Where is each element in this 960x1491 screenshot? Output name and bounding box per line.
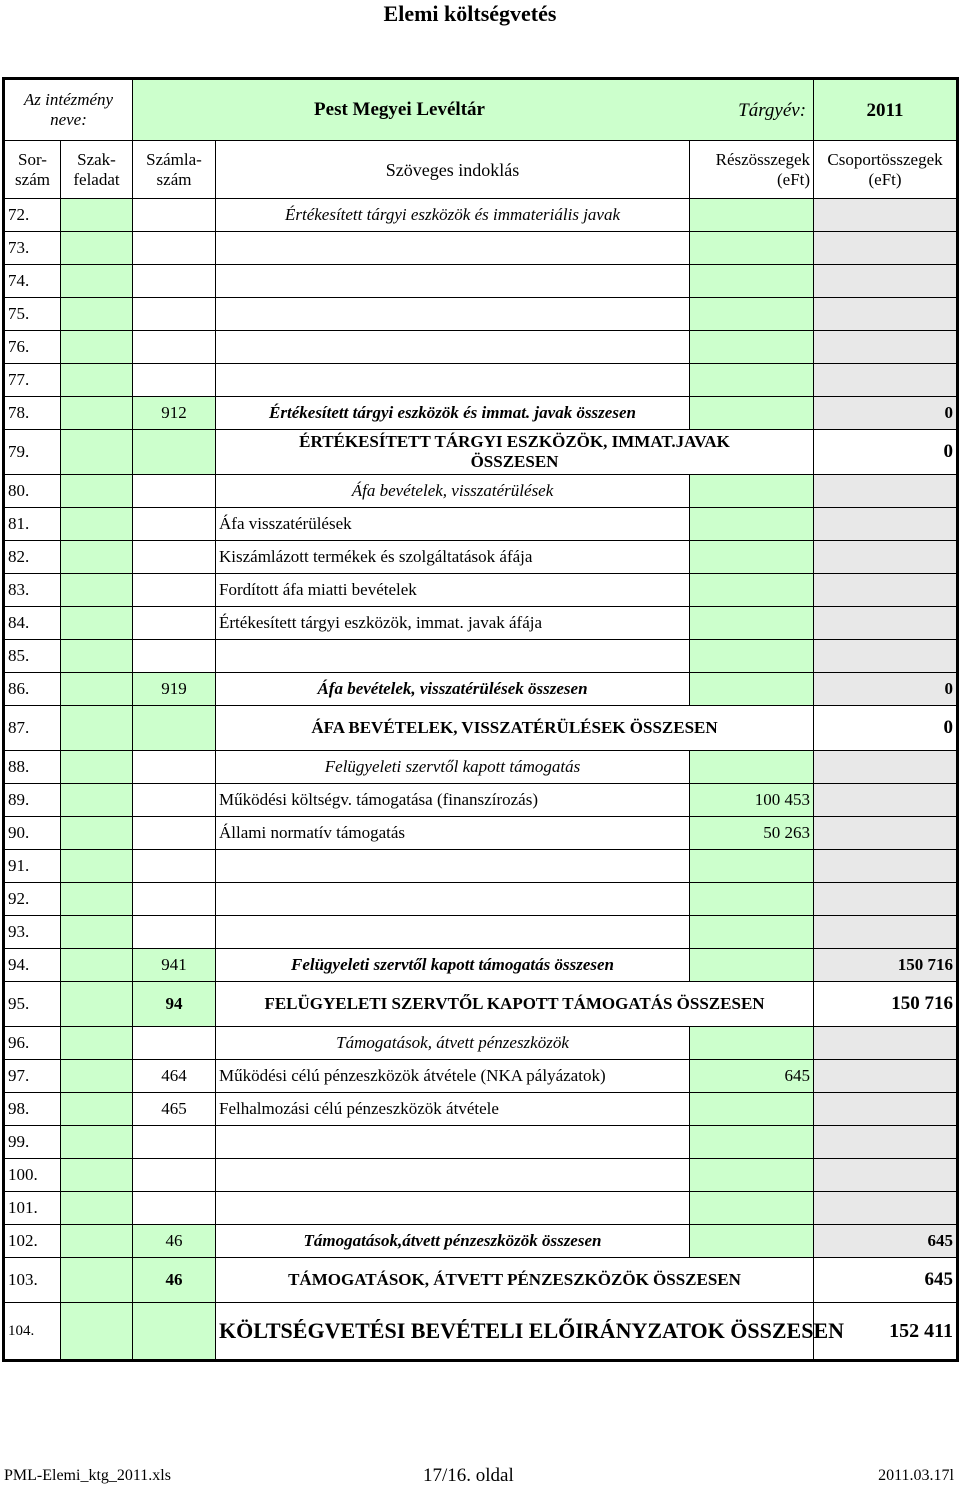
group-sum: 0 xyxy=(814,397,958,430)
row-text xyxy=(216,916,690,949)
group-sum xyxy=(814,364,958,397)
col-header-csoportosszegek: Csoportösszegek (eFt) xyxy=(814,141,958,199)
row-text xyxy=(216,1192,690,1225)
szakfeladat-cell xyxy=(61,199,133,232)
table-row xyxy=(4,1303,958,1361)
account-number: 919 xyxy=(133,673,216,706)
table-row xyxy=(4,232,958,265)
account-number: 46 xyxy=(133,1225,216,1258)
row-number: 102. xyxy=(4,1225,61,1258)
table-row xyxy=(4,1225,958,1258)
szakfeladat-cell xyxy=(61,706,133,751)
account-number xyxy=(133,265,216,298)
szakfeladat-cell xyxy=(61,607,133,640)
account-number xyxy=(133,430,216,475)
row-text: Támogatások,átvett pénzeszközök összesen xyxy=(216,1225,690,1258)
partial-sum xyxy=(690,949,814,982)
row-number: 73. xyxy=(4,232,61,265)
table-row xyxy=(4,883,958,916)
partial-sum xyxy=(690,1225,814,1258)
row-number: 72. xyxy=(4,199,61,232)
row-text: Működési célú pénzeszközök átvétele (NKA pályázatok) xyxy=(216,1060,690,1093)
row-text xyxy=(216,883,690,916)
row-number: 85. xyxy=(4,640,61,673)
row-text: Áfa bevételek, visszatérülések összesen xyxy=(216,673,690,706)
row-text xyxy=(216,640,690,673)
group-sum xyxy=(814,541,958,574)
col-header-indoklas: Szöveges indoklás xyxy=(216,141,690,199)
table-row xyxy=(4,265,958,298)
row-number: 104. xyxy=(4,1303,61,1361)
row-text: FELÜGYELETI SZERVTŐL KAPOTT TÁMOGATÁS ÖSSZESEN xyxy=(216,982,814,1027)
year-cell xyxy=(738,79,958,141)
account-number xyxy=(133,298,216,331)
partial-sum xyxy=(690,232,814,265)
szakfeladat-cell xyxy=(61,982,133,1027)
row-text: Felhalmozási célú pénzeszközök átvétele xyxy=(216,1093,690,1126)
row-number: 79. xyxy=(4,430,61,475)
account-number xyxy=(133,541,216,574)
footer-date: 2011.03.17l xyxy=(878,1467,954,1484)
group-sum xyxy=(814,1060,958,1093)
group-sum: 645 xyxy=(814,1225,958,1258)
partial-sum xyxy=(690,673,814,706)
row-text: KÖLTSÉGVETÉSI BEVÉTELI ELŐIRÁNYZATOK ÖSSZESEN xyxy=(216,1303,814,1361)
group-total: 0 xyxy=(814,706,958,751)
row-text xyxy=(216,850,690,883)
table-row xyxy=(4,541,958,574)
row-number: 80. xyxy=(4,475,61,508)
row-number: 97. xyxy=(4,1060,61,1093)
partial-sum xyxy=(690,916,814,949)
account-number xyxy=(133,916,216,949)
document-title: Elemi költségvetés xyxy=(383,1,557,26)
institution-name: Pest Megyei Levéltár xyxy=(133,79,814,141)
szakfeladat-cell xyxy=(61,1303,133,1361)
account-number: 941 xyxy=(133,949,216,982)
partial-sum xyxy=(690,331,814,364)
budget-table-body xyxy=(4,79,958,1361)
col-header-szakfeladat: Szak-feladat xyxy=(61,141,133,199)
partial-sum xyxy=(690,397,814,430)
footer-page-number: 17/16. oldal xyxy=(423,1465,514,1486)
table-row xyxy=(4,673,958,706)
table-row xyxy=(4,1027,958,1060)
partial-sum xyxy=(690,364,814,397)
row-text: Felügyeleti szervtől kapott támogatás xyxy=(216,751,690,784)
row-text: Támogatások, átvett pénzeszközök xyxy=(216,1027,690,1060)
partial-sum xyxy=(690,1159,814,1192)
row-text xyxy=(216,232,690,265)
row-text xyxy=(216,364,690,397)
table-row xyxy=(4,1126,958,1159)
row-number: 86. xyxy=(4,673,61,706)
table-row xyxy=(4,982,958,1027)
account-number xyxy=(133,1027,216,1060)
account-number xyxy=(133,199,216,232)
institution-row xyxy=(4,79,958,141)
group-sum xyxy=(814,751,958,784)
group-sum xyxy=(814,784,958,817)
table-row xyxy=(4,949,958,982)
table-row xyxy=(4,331,958,364)
row-text: Fordított áfa miatti bevételek xyxy=(216,574,690,607)
table-row xyxy=(4,916,958,949)
table-row xyxy=(4,1258,958,1303)
table-row xyxy=(4,784,958,817)
row-number: 74. xyxy=(4,265,61,298)
table-row xyxy=(4,475,958,508)
partial-sum xyxy=(690,1192,814,1225)
szakfeladat-cell xyxy=(61,817,133,850)
table-row xyxy=(4,1093,958,1126)
year-label: Tárgyév: xyxy=(738,100,807,121)
row-text xyxy=(216,1126,690,1159)
table-row xyxy=(4,640,958,673)
partial-sum: 645 xyxy=(690,1060,814,1093)
account-number: 46 xyxy=(133,1258,216,1303)
institution-label: Az intézmény neve: xyxy=(4,79,133,141)
row-number: 100. xyxy=(4,1159,61,1192)
partial-sum: 50 263 xyxy=(690,817,814,850)
szakfeladat-cell xyxy=(61,1225,133,1258)
row-number: 94. xyxy=(4,949,61,982)
partial-sum xyxy=(690,751,814,784)
table-row xyxy=(4,607,958,640)
account-number xyxy=(133,1192,216,1225)
account-number: 94 xyxy=(133,982,216,1027)
table-row xyxy=(4,397,958,430)
szakfeladat-cell xyxy=(61,1126,133,1159)
row-number: 91. xyxy=(4,850,61,883)
row-number: 93. xyxy=(4,916,61,949)
partial-sum xyxy=(690,541,814,574)
table-row xyxy=(4,1159,958,1192)
group-sum xyxy=(814,508,958,541)
row-number: 81. xyxy=(4,508,61,541)
group-sum xyxy=(814,916,958,949)
row-number: 77. xyxy=(4,364,61,397)
row-text: Felügyeleti szervtől kapott támogatás összesen xyxy=(216,949,690,982)
szakfeladat-cell xyxy=(61,1159,133,1192)
row-number: 90. xyxy=(4,817,61,850)
row-text: Értékesített tárgyi eszközök és immat. javak összesen xyxy=(216,397,690,430)
budget-table xyxy=(2,77,959,1362)
partial-sum: 100 453 xyxy=(690,784,814,817)
row-text: ÉRTÉKESÍTETT TÁRGYI ESZKÖZÖK, IMMAT.JAVAK ÖSSZESEN xyxy=(216,430,814,475)
szakfeladat-cell xyxy=(61,508,133,541)
partial-sum xyxy=(690,508,814,541)
footer-filename: PML-Elemi_ktg_2011.xls xyxy=(4,1467,171,1484)
group-sum xyxy=(814,607,958,640)
table-row xyxy=(4,298,958,331)
szakfeladat-cell xyxy=(61,784,133,817)
row-text xyxy=(216,331,690,364)
group-total: 152 411 xyxy=(814,1303,958,1361)
row-text: Értékesített tárgyi eszközök, immat. javak áfája xyxy=(216,607,690,640)
row-number: 101. xyxy=(4,1192,61,1225)
row-text xyxy=(216,1159,690,1192)
group-sum xyxy=(814,817,958,850)
account-number: 912 xyxy=(133,397,216,430)
row-text: Értékesített tárgyi eszközök és immateriális javak xyxy=(216,199,690,232)
account-number xyxy=(133,1126,216,1159)
row-number: 96. xyxy=(4,1027,61,1060)
szakfeladat-cell xyxy=(61,640,133,673)
partial-sum xyxy=(690,640,814,673)
group-sum: 0 xyxy=(814,673,958,706)
szakfeladat-cell xyxy=(61,1027,133,1060)
szakfeladat-cell xyxy=(61,298,133,331)
row-text: Áfa bevételek, visszatérülések xyxy=(216,475,690,508)
row-text: ÁFA BEVÉTELEK, VISSZATÉRÜLÉSEK ÖSSZESEN xyxy=(216,706,814,751)
group-sum xyxy=(814,1192,958,1225)
row-number: 98. xyxy=(4,1093,61,1126)
group-sum xyxy=(814,883,958,916)
row-number: 103. xyxy=(4,1258,61,1303)
row-number: 82. xyxy=(4,541,61,574)
account-number xyxy=(133,574,216,607)
szakfeladat-cell xyxy=(61,916,133,949)
group-sum xyxy=(814,298,958,331)
row-text xyxy=(216,265,690,298)
group-total: 150 716 xyxy=(814,982,958,1027)
group-sum xyxy=(814,265,958,298)
table-row xyxy=(4,817,958,850)
table-row xyxy=(4,430,958,475)
row-number: 78. xyxy=(4,397,61,430)
row-number: 95. xyxy=(4,982,61,1027)
szakfeladat-cell xyxy=(61,364,133,397)
group-sum: 150 716 xyxy=(814,949,958,982)
account-number: 465 xyxy=(133,1093,216,1126)
table-row xyxy=(4,751,958,784)
szakfeladat-cell xyxy=(61,883,133,916)
row-number: 84. xyxy=(4,607,61,640)
year-value: 2011 xyxy=(866,100,904,121)
row-text xyxy=(216,298,690,331)
szakfeladat-cell xyxy=(61,1093,133,1126)
column-header-row xyxy=(4,141,958,199)
partial-sum xyxy=(690,265,814,298)
group-sum xyxy=(814,199,958,232)
group-sum xyxy=(814,1027,958,1060)
table-row xyxy=(4,1192,958,1225)
row-number: 87. xyxy=(4,706,61,751)
account-number xyxy=(133,1159,216,1192)
partial-sum xyxy=(690,574,814,607)
row-text: Működési költségv. támogatása (finanszírozás) xyxy=(216,784,690,817)
group-sum xyxy=(814,640,958,673)
col-header-szamlaszam: Számla-szám xyxy=(133,141,216,199)
account-number xyxy=(133,751,216,784)
group-total: 0 xyxy=(814,430,958,475)
partial-sum xyxy=(690,607,814,640)
table-row xyxy=(4,1060,958,1093)
table-row xyxy=(4,199,958,232)
partial-sum xyxy=(690,199,814,232)
szakfeladat-cell xyxy=(61,751,133,784)
account-number xyxy=(133,607,216,640)
group-sum xyxy=(814,1159,958,1192)
group-sum xyxy=(814,850,958,883)
account-number: 464 xyxy=(133,1060,216,1093)
account-number xyxy=(133,232,216,265)
szakfeladat-cell xyxy=(61,397,133,430)
szakfeladat-cell xyxy=(61,574,133,607)
szakfeladat-cell xyxy=(61,232,133,265)
row-number: 88. xyxy=(4,751,61,784)
account-number xyxy=(133,640,216,673)
table-row xyxy=(4,508,958,541)
row-number: 92. xyxy=(4,883,61,916)
account-number xyxy=(133,784,216,817)
szakfeladat-cell xyxy=(61,475,133,508)
account-number xyxy=(133,706,216,751)
table-row xyxy=(4,706,958,751)
group-sum xyxy=(814,574,958,607)
szakfeladat-cell xyxy=(61,265,133,298)
row-text: TÁMOGATÁSOK, ÁTVETT PÉNZESZKÖZÖK ÖSSZESEN xyxy=(216,1258,814,1303)
col-header-reszosszegek: Részösszegek (eFt) xyxy=(690,141,814,199)
szakfeladat-cell xyxy=(61,850,133,883)
row-number: 75. xyxy=(4,298,61,331)
col-header-sorszam: Sor-szám xyxy=(4,141,61,199)
table-row xyxy=(4,850,958,883)
table-row xyxy=(4,364,958,397)
szakfeladat-cell xyxy=(61,331,133,364)
account-number xyxy=(133,1303,216,1361)
row-number: 83. xyxy=(4,574,61,607)
row-number: 99. xyxy=(4,1126,61,1159)
account-number xyxy=(133,475,216,508)
szakfeladat-cell xyxy=(61,1258,133,1303)
row-text: Állami normatív támogatás xyxy=(216,817,690,850)
szakfeladat-cell xyxy=(61,1060,133,1093)
row-text: Áfa visszatérülések xyxy=(216,508,690,541)
account-number xyxy=(133,883,216,916)
account-number xyxy=(133,817,216,850)
group-total: 645 xyxy=(814,1258,958,1303)
row-number: 76. xyxy=(4,331,61,364)
partial-sum xyxy=(690,298,814,331)
account-number xyxy=(133,850,216,883)
partial-sum xyxy=(690,1093,814,1126)
szakfeladat-cell xyxy=(61,949,133,982)
partial-sum xyxy=(690,1027,814,1060)
group-sum xyxy=(814,232,958,265)
szakfeladat-cell xyxy=(61,430,133,475)
szakfeladat-cell xyxy=(61,673,133,706)
account-number xyxy=(133,331,216,364)
table-row xyxy=(4,574,958,607)
szakfeladat-cell xyxy=(61,541,133,574)
account-number xyxy=(133,364,216,397)
partial-sum xyxy=(690,1126,814,1159)
partial-sum xyxy=(690,475,814,508)
row-text: Kiszámlázott termékek és szolgáltatások áfája xyxy=(216,541,690,574)
szakfeladat-cell xyxy=(61,1192,133,1225)
account-number xyxy=(133,508,216,541)
row-number: 89. xyxy=(4,784,61,817)
partial-sum xyxy=(690,850,814,883)
group-sum xyxy=(814,475,958,508)
partial-sum xyxy=(690,883,814,916)
group-sum xyxy=(814,331,958,364)
group-sum xyxy=(814,1093,958,1126)
group-sum xyxy=(814,1126,958,1159)
